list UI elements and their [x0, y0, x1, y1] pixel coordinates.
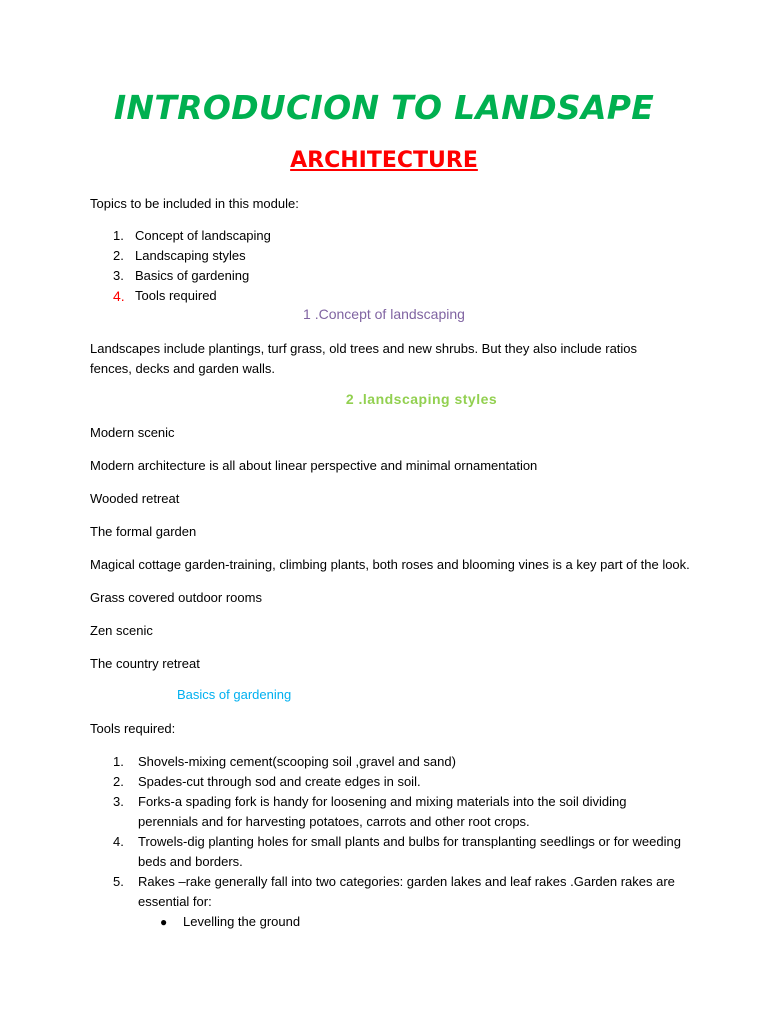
- list-item: 3. Forks-a spading fork is handy for loosening and mixing materials into the soil dividing perennials and for harvesting potatoes, carrots and other root crops.: [113, 794, 627, 829]
- document-subtitle: ARCHITECTURE: [290, 148, 478, 173]
- section-heading-styles: 2 .landscaping styles: [345, 391, 498, 407]
- list-item: ● Levelling the ground: [160, 912, 300, 932]
- list-item: 3. Basics of gardening: [113, 268, 250, 283]
- style-item: Modern scenic: [90, 425, 175, 440]
- tools-list: [113, 752, 683, 912]
- style-item: Grass covered outdoor rooms: [90, 590, 262, 605]
- section-paragraph: Landscapes include plantings, turf grass, old trees and new shrubs. But they also include ratios fences, decks and garden walls.: [90, 341, 638, 376]
- topics-list: [113, 226, 693, 306]
- list-item: 4. Trowels-dig planting holes for small plants and bulbs for transplanting seedlings or for weeding beds and borders.: [113, 834, 681, 869]
- list-item: 2. Landscaping styles: [113, 248, 246, 263]
- list-item: 4. Tools required: [113, 288, 217, 304]
- list-item: 1. Shovels-mixing cement(scooping soil ,gravel and sand): [113, 754, 456, 769]
- section-heading-gardening: Basics of gardening: [177, 687, 292, 702]
- list-item: 1. Concept of landscaping: [113, 228, 271, 243]
- topics-intro: Topics to be included in this module:: [90, 196, 299, 211]
- style-item: Wooded retreat: [90, 491, 180, 506]
- document-title: INTRODUCION TO LANDSAPE: [113, 88, 655, 127]
- list-item: 2. Spades-cut through sod and create edges in soil.: [113, 774, 421, 789]
- style-item: The formal garden: [90, 524, 197, 539]
- style-item: Modern architecture is all about linear perspective and minimal ornamentation: [90, 458, 538, 473]
- style-item: Zen scenic: [90, 623, 153, 638]
- bullet-list: [160, 912, 300, 932]
- style-item: Magical cottage garden-training, climbing plants, both roses and blooming vines is a key part of the look.: [90, 557, 690, 572]
- section-heading-concept: 1 .Concept of landscaping: [303, 306, 465, 322]
- style-item: The country retreat: [90, 656, 200, 671]
- tools-heading: Tools required:: [90, 721, 176, 736]
- list-item: 5. Rakes –rake generally fall into two categories: garden lakes and leaf rakes .Garden rakes are essential for:: [113, 874, 675, 909]
- bullet-icon: ●: [160, 915, 168, 929]
